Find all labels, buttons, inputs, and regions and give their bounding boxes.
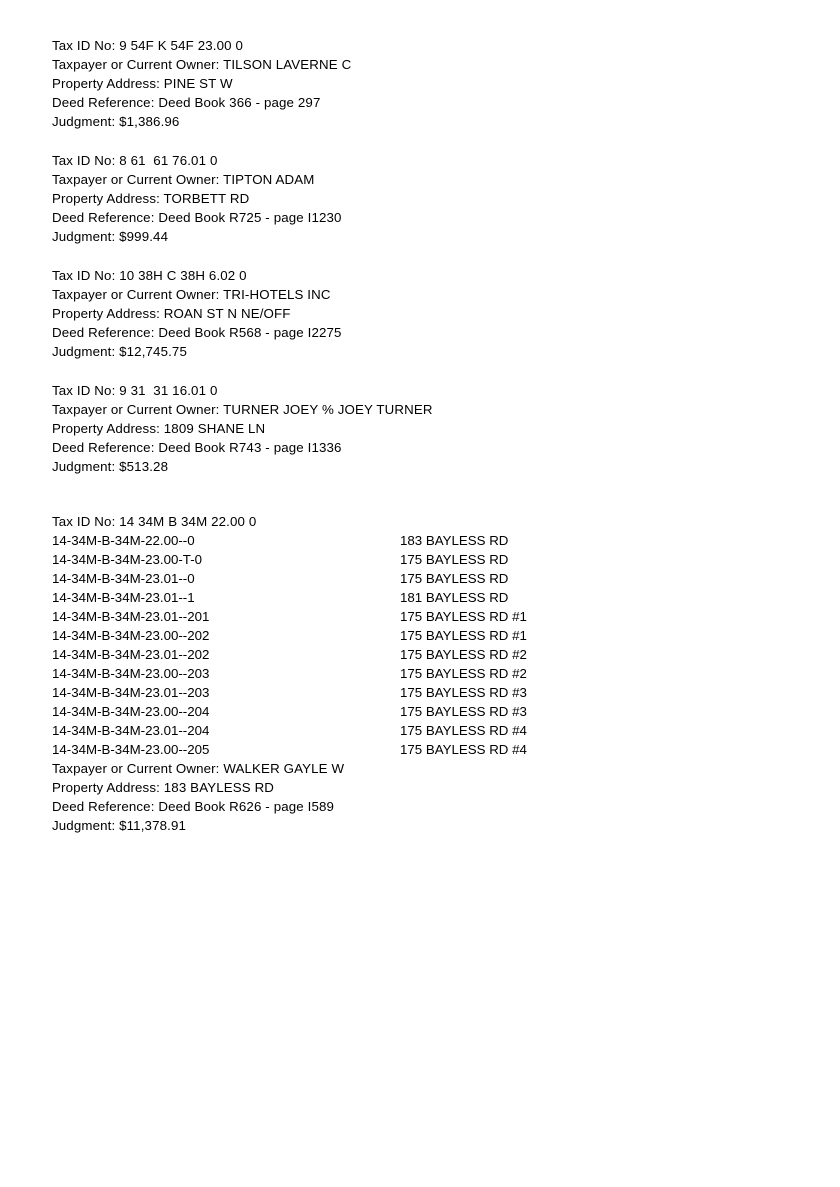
parcel-id-cell: 14-34M-B-34M-23.00--203 [52,666,210,681]
parcel-address-cell: 183 BAYLESS RD [400,533,509,548]
judgment-line: Judgment: $513.28 [52,459,169,474]
parcel-address-cell: 175 BAYLESS RD #1 [400,628,527,643]
property-record [52,36,792,131]
parcel-id-cell: 14-34M-B-34M-23.01--204 [52,723,210,738]
owner-line: Taxpayer or Current Owner: TURNER JOEY % JOEY TURNER [52,402,433,417]
owner-line: Taxpayer or Current Owner: TIPTON ADAM [52,172,315,187]
owner-line: Taxpayer or Current Owner: TILSON LAVERNE C [52,57,352,72]
tax-id-line: Tax ID No: 10 38H C 38H 6.02 0 [52,268,247,283]
parcel-address-cell: 175 BAYLESS RD #1 [400,609,527,624]
deed-reference-line: Deed Reference: Deed Book 366 - page 297 [52,95,321,110]
property-address-line: Property Address: 1809 SHANE LN [52,421,266,436]
parcel-address-cell: 181 BAYLESS RD [400,590,509,605]
tax-id-line: Tax ID No: 14 34M B 34M 22.00 0 [52,514,257,529]
parcel-address-cell: 175 BAYLESS RD #3 [400,685,527,700]
property-address-line: Property Address: PINE ST W [52,76,233,91]
parcel-row [52,740,792,759]
parcel-row [52,664,792,683]
parcel-row [52,550,792,569]
parcel-row [52,588,792,607]
parcel-id-cell: 14-34M-B-34M-23.01--0 [52,571,195,586]
parcel-id-cell: 14-34M-B-34M-23.01--203 [52,685,210,700]
parcel-address-cell: 175 BAYLESS RD [400,552,509,567]
parcel-address-cell: 175 BAYLESS RD #2 [400,647,527,662]
deed-reference-line: Deed Reference: Deed Book R626 - page I589 [52,799,335,814]
parcel-address-cell: 175 BAYLESS RD [400,571,509,586]
owner-line: Taxpayer or Current Owner: TRI-HOTELS INC [52,287,331,302]
parcel-address-cell: 175 BAYLESS RD #2 [400,666,527,681]
parcel-address-cell: 175 BAYLESS RD #4 [400,742,527,757]
parcel-row [52,626,792,645]
deed-reference-line: Deed Reference: Deed Book R743 - page I1336 [52,440,342,455]
parcel-id-cell: 14-34M-B-34M-23.00--202 [52,628,210,643]
property-record [52,381,792,476]
parcel-row [52,721,792,740]
judgment-line: Judgment: $999.44 [52,229,169,244]
parcel-address-cell: 175 BAYLESS RD #4 [400,723,527,738]
judgment-line: Judgment: $11,378.91 [52,818,187,833]
judgment-line: Judgment: $12,745.75 [52,344,187,359]
parcel-id-cell: 14-34M-B-34M-23.00-T-0 [52,552,203,567]
property-address-line: Property Address: TORBETT RD [52,191,250,206]
property-address-line: Property Address: 183 BAYLESS RD [52,780,275,795]
parcel-row [52,607,792,626]
property-record-with-parcel-table [52,512,792,835]
parcel-row [52,645,792,664]
property-record [52,151,792,246]
parcel-id-cell: 14-34M-B-34M-23.00--204 [52,704,210,719]
parcel-id-cell: 14-34M-B-34M-23.01--202 [52,647,210,662]
parcel-id-cell: 14-34M-B-34M-23.01--1 [52,590,195,605]
parcel-row [52,531,792,550]
parcel-id-cell: 14-34M-B-34M-23.01--201 [52,609,210,624]
parcel-row [52,569,792,588]
property-listing-body [52,36,792,855]
owner-line: Taxpayer or Current Owner: WALKER GAYLE W [52,761,345,776]
parcel-row [52,702,792,721]
parcel-id-cell: 14-34M-B-34M-23.00--205 [52,742,210,757]
parcel-address-cell: 175 BAYLESS RD #3 [400,704,527,719]
deed-reference-line: Deed Reference: Deed Book R568 - page I2275 [52,325,342,340]
property-address-line: Property Address: ROAN ST N NE/OFF [52,306,291,321]
judgment-line: Judgment: $1,386.96 [52,114,180,129]
parcel-table [52,531,792,759]
tax-id-line: Tax ID No: 9 31 31 16.01 0 [52,383,218,398]
property-record [52,266,792,361]
tax-id-line: Tax ID No: 9 54F K 54F 23.00 0 [52,38,243,53]
parcel-id-cell: 14-34M-B-34M-22.00--0 [52,533,195,548]
parcel-row [52,683,792,702]
tax-id-line: Tax ID No: 8 61 61 76.01 0 [52,153,218,168]
deed-reference-line: Deed Reference: Deed Book R725 - page I1230 [52,210,342,225]
